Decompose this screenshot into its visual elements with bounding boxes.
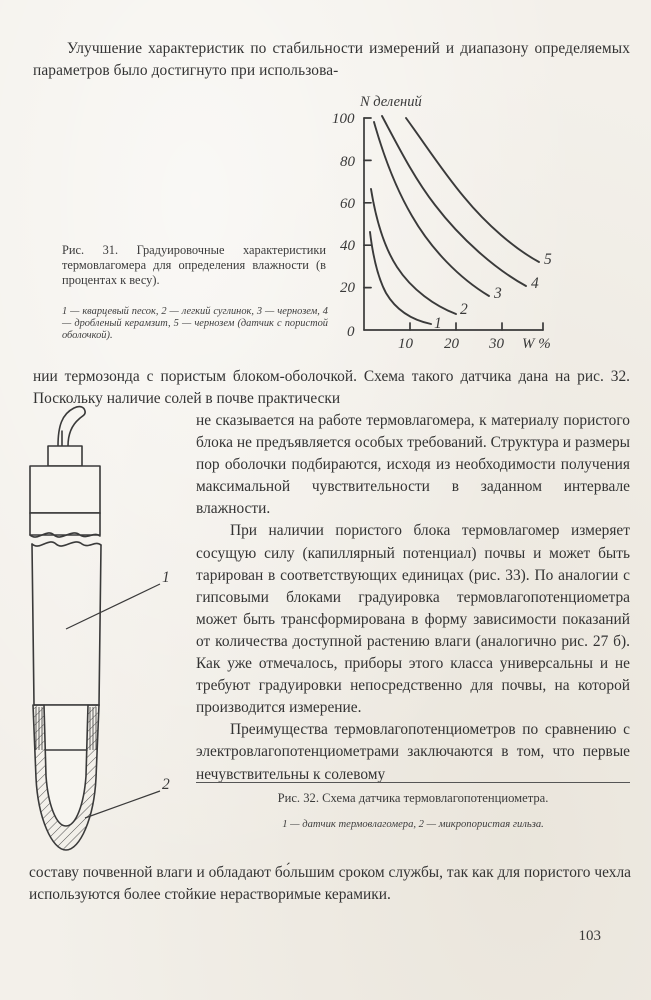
curve-2 bbox=[371, 189, 456, 314]
callout-label-1: 1 bbox=[162, 569, 170, 586]
ytick-100: 100 bbox=[332, 111, 355, 127]
body-paragraph-2: При наличии пористого блока термовлагомер измеряет сосущую силу (капиллярный потенциал) почвы и может быть тарирован в соответствующих единицах (рис. 33). По аналогии с гипсовыми блоками градуировка термовлагопотенциометра может быть трансформирована в форму зависимости показаний от количества доступной растению влаги (аналогично рис. 27 б). Как уже отмечалось, приборы этого класса универсальны и не требуют градуировки непосредственно для почвы, на которой производится измерение. bbox=[196, 522, 630, 717]
sensor-upper-band bbox=[30, 513, 100, 535]
body-column bbox=[196, 410, 630, 786]
figure-31-legend: 1 — кварцевый песок, 2 — легкий суглинок, 3 — чернозем, 4 — дробленый керамзит, 5 — чернозем (датчик с пористой оболочкой). bbox=[62, 306, 328, 342]
ytick-20: 20 bbox=[340, 280, 355, 296]
curve-3 bbox=[374, 122, 489, 296]
body-lead-lines: нии термозонда с пористым блоком-оболочкой. Схема такого датчика дана на рис. 32. Поскольку наличие солей в почве практически bbox=[33, 368, 630, 407]
chart-ylabel: N делений bbox=[360, 94, 422, 110]
bottom-paragraph: составу почвенной влаги и обладают бо́льшим сроком службы, так как для пористого чехла используются более стойкие нерастворимые керамики. bbox=[29, 864, 631, 903]
curve-label-4: 4 bbox=[531, 275, 539, 292]
figure-31-caption: Рис. 31. Градуировочные характеристики термовлагомера для определения влажности (в процентах к весу). bbox=[62, 243, 326, 288]
curve-5 bbox=[406, 118, 539, 262]
figure-32-sensor-diagram bbox=[22, 398, 192, 860]
xtick-30: 30 bbox=[489, 336, 504, 352]
sensor-shaft bbox=[32, 544, 101, 705]
curve-label-5: 5 bbox=[544, 251, 552, 268]
figure-31-chart bbox=[330, 92, 580, 354]
footnote-rule bbox=[196, 782, 630, 783]
page-number: 103 bbox=[578, 928, 601, 944]
figure-32-legend: 1 — датчик термовлагомера, 2 — микропористая гильза. bbox=[282, 819, 544, 830]
sensor-collar bbox=[48, 446, 82, 466]
curve-1 bbox=[370, 232, 431, 324]
curve-label-3: 3 bbox=[494, 285, 502, 302]
callout-line-2 bbox=[85, 791, 160, 818]
curve-label-2: 2 bbox=[460, 301, 468, 318]
ytick-0: 0 bbox=[347, 324, 355, 340]
break-line-bottom bbox=[32, 542, 101, 546]
ytick-40: 40 bbox=[340, 238, 355, 254]
callout-line-1 bbox=[66, 584, 160, 629]
chart-xlabel: W % bbox=[522, 336, 551, 352]
xtick-20: 20 bbox=[444, 336, 459, 352]
ytick-60: 60 bbox=[340, 196, 355, 212]
top-paragraph: Улучшение характеристик по стабильности измерений и диапазону определяемых параметров было достигнуто при использова- bbox=[33, 40, 630, 79]
body-paragraph-3: Преимущества термовлагопотенциометров по сравнению с электровлагопотенциометрами заключаются в том, что первые нечувствительны к солевому bbox=[196, 721, 630, 783]
sensor-upper-body bbox=[30, 466, 100, 513]
callout-label-2: 2 bbox=[162, 776, 170, 793]
figure-32-caption: Рис. 32. Схема датчика термовлагопотенциометра. bbox=[277, 791, 549, 805]
curve-label-1: 1 bbox=[434, 315, 442, 332]
body-paragraph-1: не сказывается на работе термовлагомера, к материалу пористого блока не предъявляется особых требований. Структура и размеры пор оболочки подбираются, исходя из необходимости получения максимальной чувствительности в заданном интервале влажности. bbox=[196, 412, 630, 518]
xtick-10: 10 bbox=[398, 336, 413, 352]
ytick-80: 80 bbox=[340, 154, 355, 170]
